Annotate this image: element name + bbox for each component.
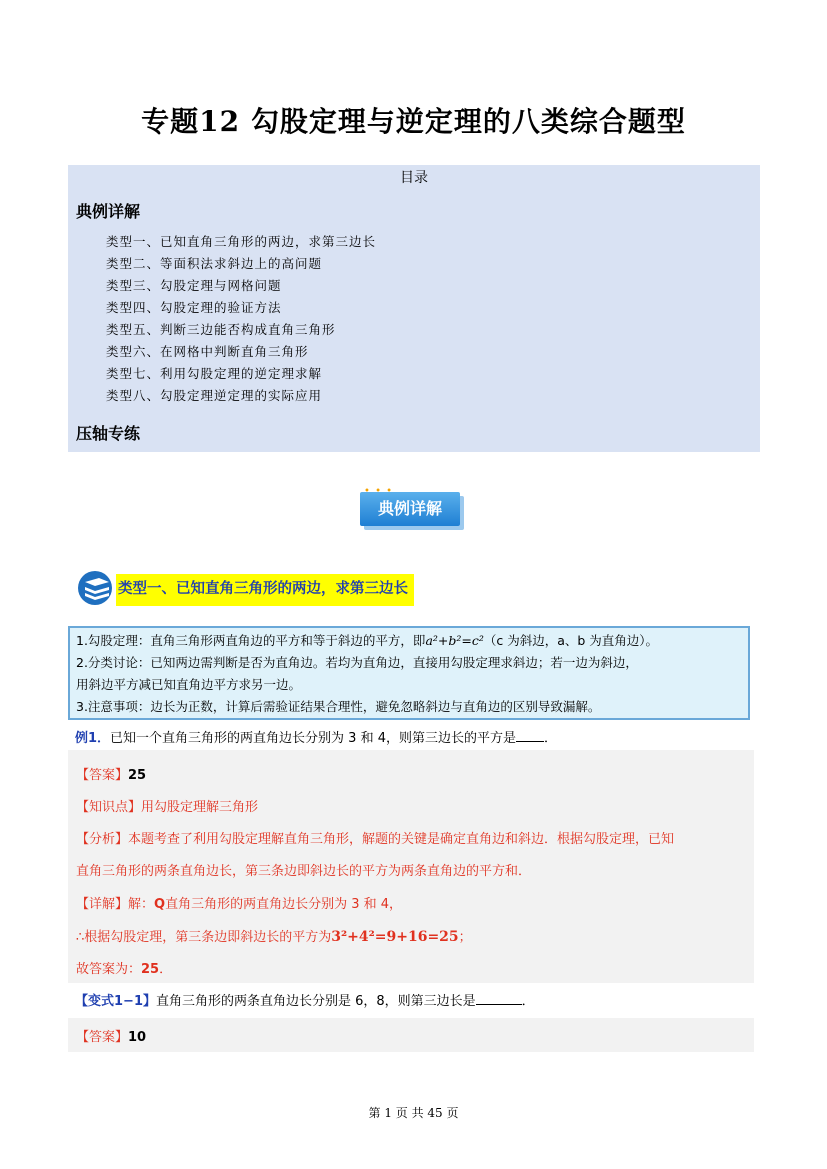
answer-blank (476, 994, 522, 1005)
toc-item[interactable]: 类型四、勾股定理的验证方法 (106, 300, 282, 315)
page-footer: 第 1 页 共 45 页 (368, 1106, 459, 1120)
solution-box (68, 750, 754, 983)
analysis-row: 【分析】本题考查了利用勾股定理解直角三角形，解题的关键是确定直角边和斜边．根据勾股定理，已知 (76, 832, 675, 847)
toc-item[interactable]: 类型七、利用勾股定理的逆定理求解 (106, 366, 323, 381)
variant-answer-box (68, 1018, 754, 1052)
toc-item[interactable]: 类型三、勾股定理与网格问题 (106, 278, 282, 293)
toc-heading: 目录 (400, 170, 428, 186)
note-line-2: 2.分类讨论：已知两边需判断是否为直角边。若均为直角边，直接用勾股定理求斜边；若一边为斜边， (76, 655, 638, 670)
knowledge-point-row: 【知识点】用勾股定理解三角形 (76, 800, 259, 815)
detail-row-2: ∴根据勾股定理，第三条边即斜边长的平方为3²+4²=9+16=25； (76, 929, 472, 945)
detail-row: 【详解】解：Q直角三角形的两直角边长分别为 3 和 4， (76, 897, 403, 912)
toc-item[interactable]: 类型一、已知直角三角形的两边，求第三边长 (106, 234, 377, 249)
toc-item[interactable]: 类型二、等面积法求斜边上的高问题 (106, 256, 323, 271)
calculation-formula: 3²+4²=9+16=25 (331, 929, 459, 945)
example-question: 例1．已知一个直角三角形的两直角边长分别为 3 和 4，则第三边长的平方是 ． (75, 731, 558, 746)
toc-section-examples[interactable]: 典例详解 (76, 202, 141, 221)
answer-row: 【答案】25 (76, 768, 147, 783)
toc-section-practice[interactable]: 压轴专练 (76, 424, 141, 443)
books-stack-icon (77, 570, 117, 606)
toc-item[interactable]: 类型五、判断三边能否构成直角三角形 (106, 322, 336, 337)
section-badge (360, 488, 466, 530)
toc-item[interactable]: 类型八、勾股定理逆定理的实际应用 (106, 388, 323, 403)
key-points-box (68, 626, 750, 720)
answer-blank (516, 731, 544, 742)
section-badge-label: 典例详解 (360, 492, 460, 526)
badge-dots: • • • (364, 486, 394, 497)
variant-question: 【变式1−1】直角三角形的两条直角边长分别是 6，8，则第三边长是 ． (75, 994, 535, 1009)
type-heading: 类型一、已知直角三角形的两边，求第三边长 (116, 574, 414, 606)
example-label: 例1． (75, 731, 111, 746)
note-line-3: 用斜边平方减已知直角边平方求另一边。 (76, 677, 302, 692)
note-line-4: 3.注意事项：边长为正数，计算后需验证结果合理性，避免忽略斜边与直角边的区别导致漏解。 (76, 699, 601, 714)
table-of-contents (68, 165, 760, 452)
pythagorean-formula: a²+b²=c² (425, 633, 484, 648)
variant-answer-row: 【答案】10 (76, 1030, 147, 1045)
page-title: 专题12 勾股定理与逆定理的八类综合题型 (141, 105, 686, 138)
note-line-1: 1.勾股定理：直角三角形两直角边的平方和等于斜边的平方，即a²+b²=c²（c 为斜边，a、b 为直角边）。 (76, 633, 659, 648)
toc-item[interactable]: 类型六、在网格中判断直角三角形 (106, 344, 309, 359)
detail-row-3: 故答案为：25． (76, 962, 173, 977)
analysis-row-2: 直角三角形的两条直角边长，第三条边即斜边长的平方为两条直角边的平方和． (76, 864, 532, 879)
variant-label: 【变式1−1】 (75, 994, 156, 1009)
